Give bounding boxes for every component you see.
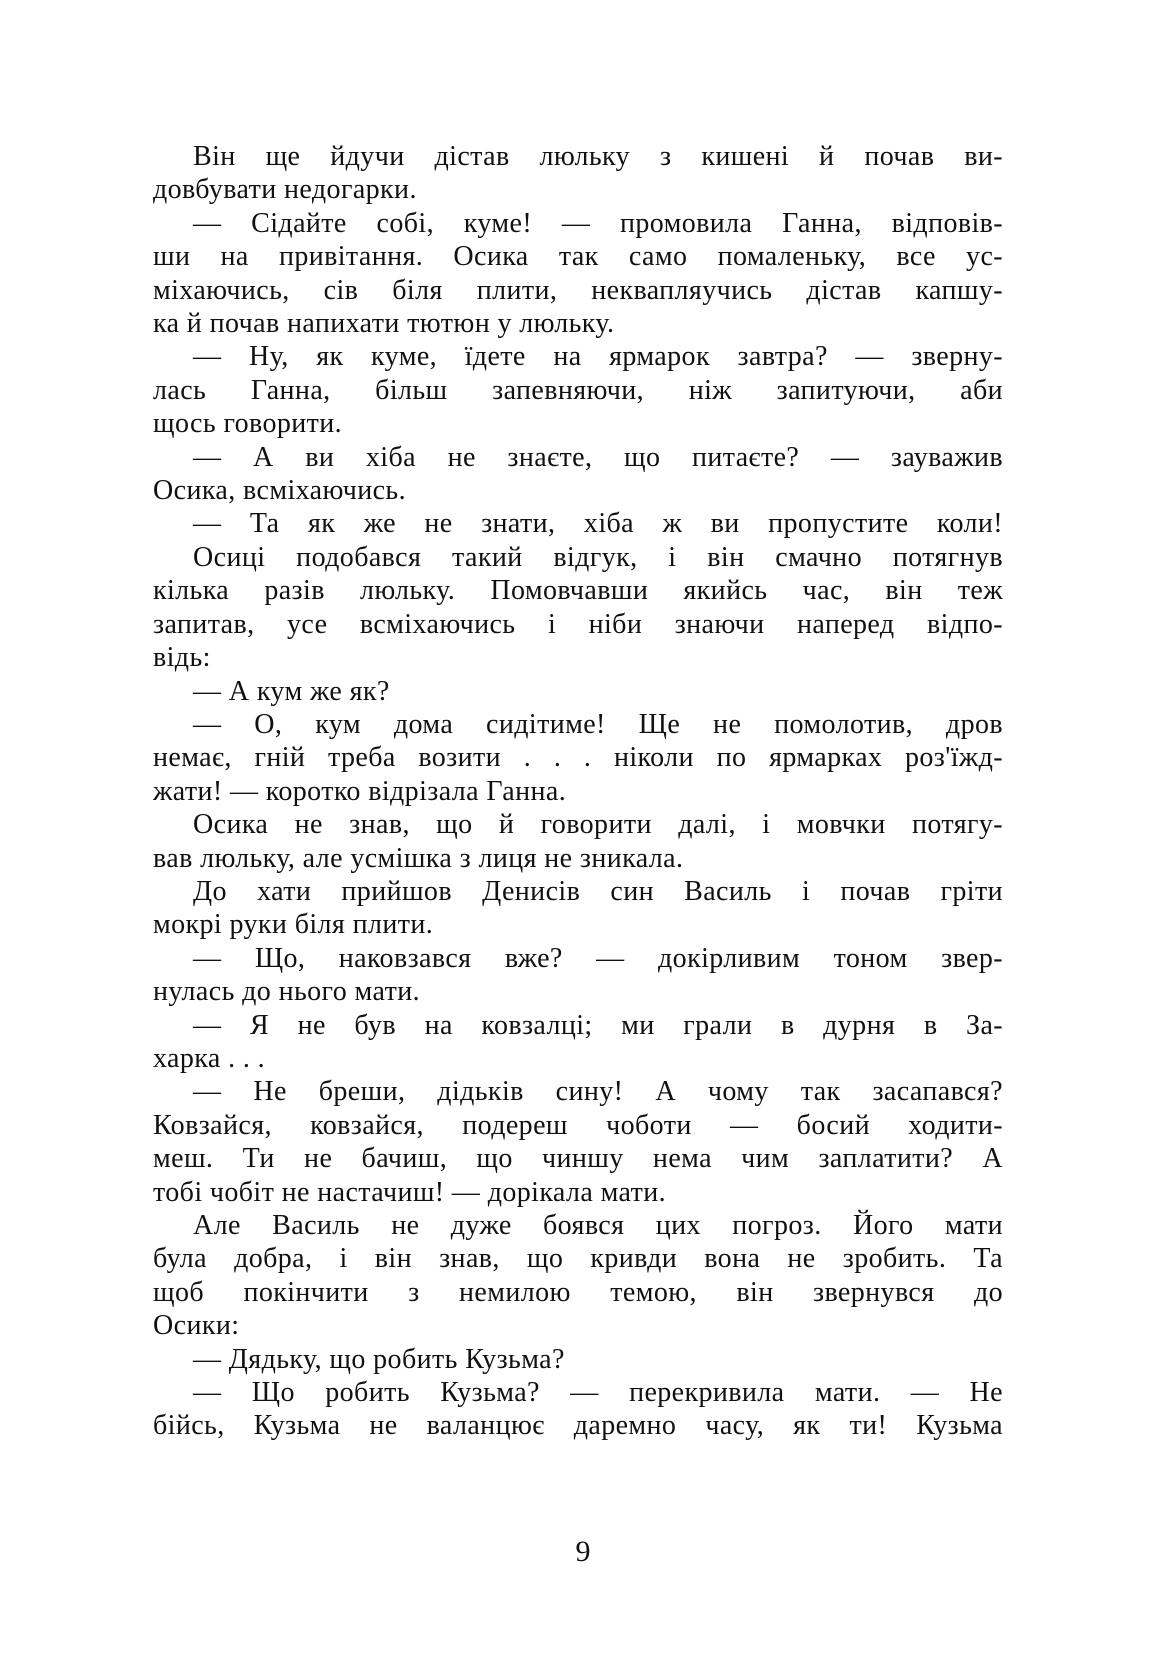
text-line: — Що робить Кузьма? — перекривила мати. — Не	[193, 1377, 1003, 1409]
text-line: — Ну, як куме, їдете на ярмарок завтра? — зверну-	[193, 341, 1003, 373]
text-line: запитав, усе всміхаючись і ніби знаючи наперед відпо-	[153, 608, 1003, 640]
text-line: — Сідайте собі, куме! — промовила Ганна, відповів-	[193, 207, 1003, 239]
text-line: лась Ганна, більш запевняючи, ніж запитуючи, аби	[153, 374, 1003, 406]
text-line: — А кум же як?	[193, 675, 390, 707]
text-line: довбувати недогарки.	[153, 174, 417, 206]
text-line: ши на привітання. Осика так само помаленьку, все ус-	[153, 241, 1003, 273]
text-line: Осика не знав, що й говорити далі, і мовчки потягу-	[193, 809, 1003, 841]
text-line: Він ще йдучи дістав люльку з кишені й почав ви-	[193, 141, 1003, 172]
text-line: вав люльку, але усмішка з лиця не зникала.	[153, 842, 684, 874]
text-line: До хати прийшов Денисів син Василь і почав гріти	[193, 875, 1003, 907]
text-line: кілька разів люльку. Помовчавши якийсь час, він теж	[153, 575, 1003, 607]
text-line: — Не бреши, дідьків сину! А чому так засапався?	[193, 1076, 1003, 1108]
text-line: — Та як же не знати, хіба ж ви пропустите коли!	[193, 508, 1003, 540]
text-line: щоб покінчити з немилою темою, він звернувся до	[153, 1276, 1003, 1308]
text-line: бійсь, Кузьма не валанцює даремно часу, як ти! Кузьма	[153, 1410, 1003, 1442]
text-line: — О, кум дома сидітиме! Ще не помолотив, дров	[193, 708, 1003, 740]
text-line: мокрі руки біля плити.	[153, 909, 434, 941]
text-line: Осики:	[153, 1310, 240, 1342]
text-line: — Я не був на ковзалці; ми грали в дурня в За-	[193, 1009, 1003, 1041]
text-line: ка й почав напихати тютюн у люльку.	[153, 308, 615, 340]
text-line: меш. Ти не бачиш, що чиншу нема чим заплатити? А	[153, 1143, 1003, 1175]
page-number: 9	[575, 1535, 591, 1568]
text-line: міхаючись, сів біля плити, неквапляучись дістав капшу-	[153, 274, 1003, 306]
text-line: тобі чобіт не настачиш! — дорікала мати.	[153, 1176, 667, 1208]
text-line: була добра, і він знав, що кривди вона не зробить. Та	[153, 1243, 1003, 1275]
text-line: відь:	[153, 642, 211, 674]
text-line: немає, гній треба возити . . . ніколи по ярмарках роз'їжд-	[153, 742, 1003, 774]
text-line: Ковзайся, ковзайся, подереш чоботи — босий ходити-	[153, 1109, 1003, 1141]
text-line: Але Василь не дуже боявся цих погроз. Його мати	[193, 1210, 1003, 1241]
text-line: — А ви хіба не знаєте, що питаєте? — зауважив	[193, 441, 1003, 473]
text-line: — Що, наковзався вже? — докірливим тоном звер-	[193, 942, 1003, 974]
text-line: нулась до нього мати.	[153, 976, 420, 1008]
text-line: Осика, всміхаючись.	[153, 475, 406, 507]
body-text	[153, 140, 1003, 1443]
text-line: — Дядьку, що робить Кузьма?	[193, 1343, 565, 1375]
text-line: харка . . .	[153, 1042, 266, 1074]
text-line: жати! — коротко відрізала Ганна.	[153, 775, 567, 807]
text-line: щось говорити.	[153, 408, 343, 440]
text-line: Осиці подобався такий відгук, і він смачно потягнув	[193, 541, 1003, 573]
